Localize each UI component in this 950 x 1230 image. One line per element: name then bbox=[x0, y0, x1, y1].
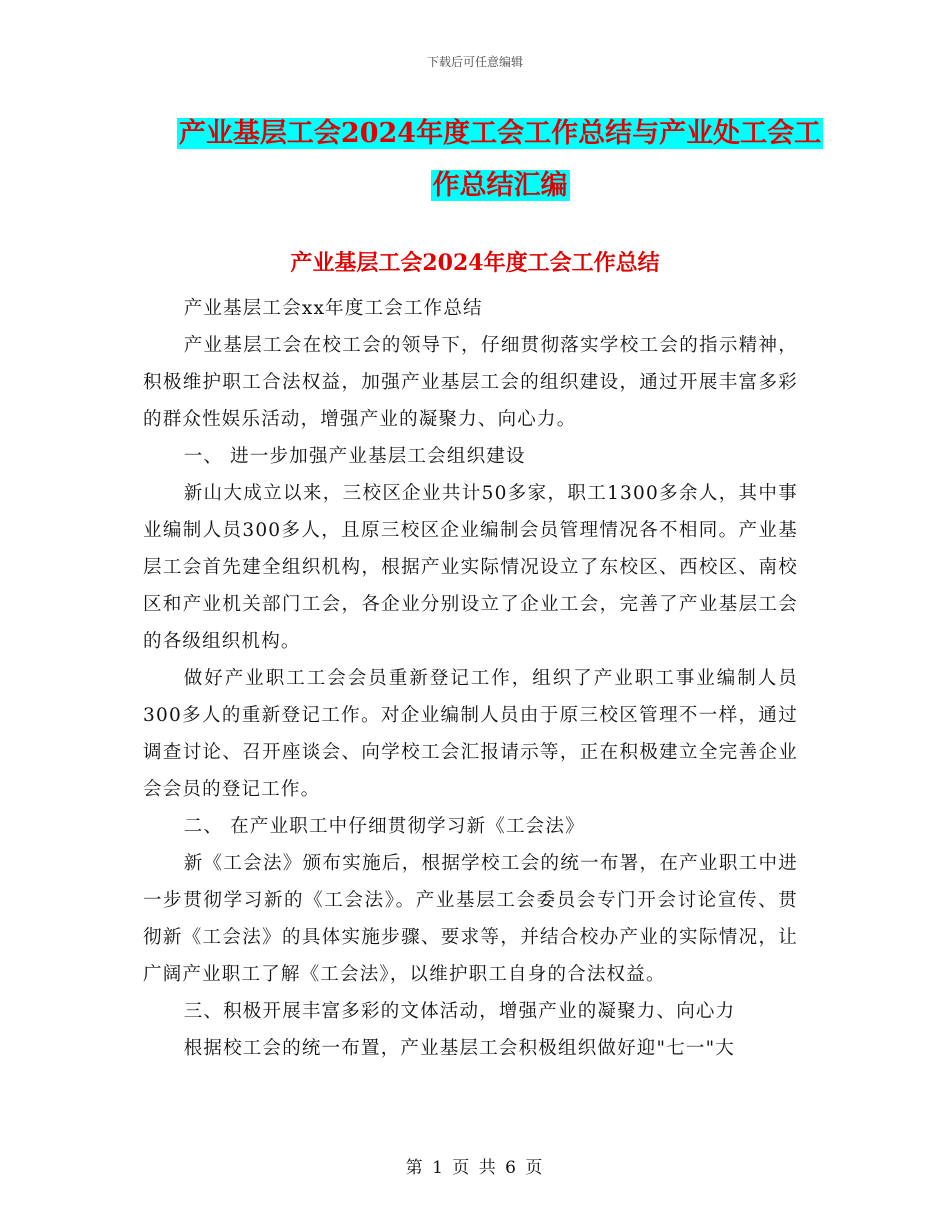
main-title-line-1: 产业基层工会2024年度工会工作总结与产业处工会工 bbox=[178, 118, 822, 149]
paragraph: 根据校工会的统一布置，产业基层工会积极组织做好迎"七一"大 bbox=[183, 1038, 736, 1059]
paragraph-subtitle: 产业基层工会xx年度工会工作总结 bbox=[183, 298, 483, 319]
paragraph: 产业基层工会在校工会的领导下，仔细贯彻落实学校工会的指示精神，积极维护职工合法权益，加强产业基层工会的组织建设，通过开展丰富多彩的群众性娱乐活动，增强产业的凝聚力、向心力。 bbox=[143, 335, 798, 430]
main-title-line-2: 作总结汇编 bbox=[432, 170, 568, 201]
section-title: 产业基层工会2024年度工会工作总结 bbox=[290, 250, 660, 276]
header-note: 下载后可任意编辑 bbox=[426, 55, 523, 69]
section-heading: 一、 进一步加强产业基层工会组织建设 bbox=[183, 446, 526, 467]
document-body bbox=[143, 290, 798, 1067]
section-heading: 三、积极开展丰富多彩的文体活动，增强产业的凝聚力、向心力 bbox=[183, 1001, 736, 1022]
paragraph: 新山大成立以来，三校区企业共计50多家，职工1300多余人，其中事业编制人员300多人，且原三校区企业编制会员管理情况各不相同。产业基层工会首先建全组织机构，根据产业实际情况设立了东校区、西校区、南校区和产业机关部门工会，各企业分别设立了企业工会，完善了产业基层工会的各级组织机构。 bbox=[143, 483, 798, 652]
paragraph: 做好产业职工工会会员重新登记工作，组织了产业职工事业编制人员300多人的重新登记工作。对企业编制人员由于原三校区管理不一样，通过调查讨论、召开座谈会、向学校工会汇报请示等，正在积极建立全完善企业会会员的登记工作。 bbox=[143, 668, 798, 800]
paragraph: 新《工会法》颁布实施后，根据学校工会的统一布署，在产业职工中进一步贯彻学习新的《工会法》。产业基层工会委员会专门开会讨论宣传、贯彻新《工会法》的具体实施步骤、要求等，并结合校办产业的实际情况，让广阔产业职工了解《工会法》，以维护职工自身的合法权益。 bbox=[143, 853, 798, 985]
page-number: 第 1 页 共 6 页 bbox=[405, 1158, 545, 1178]
section-heading: 二、 在产业职工中仔细贯彻学习新《工会法》 bbox=[183, 816, 585, 837]
document-main-title bbox=[140, 108, 860, 212]
